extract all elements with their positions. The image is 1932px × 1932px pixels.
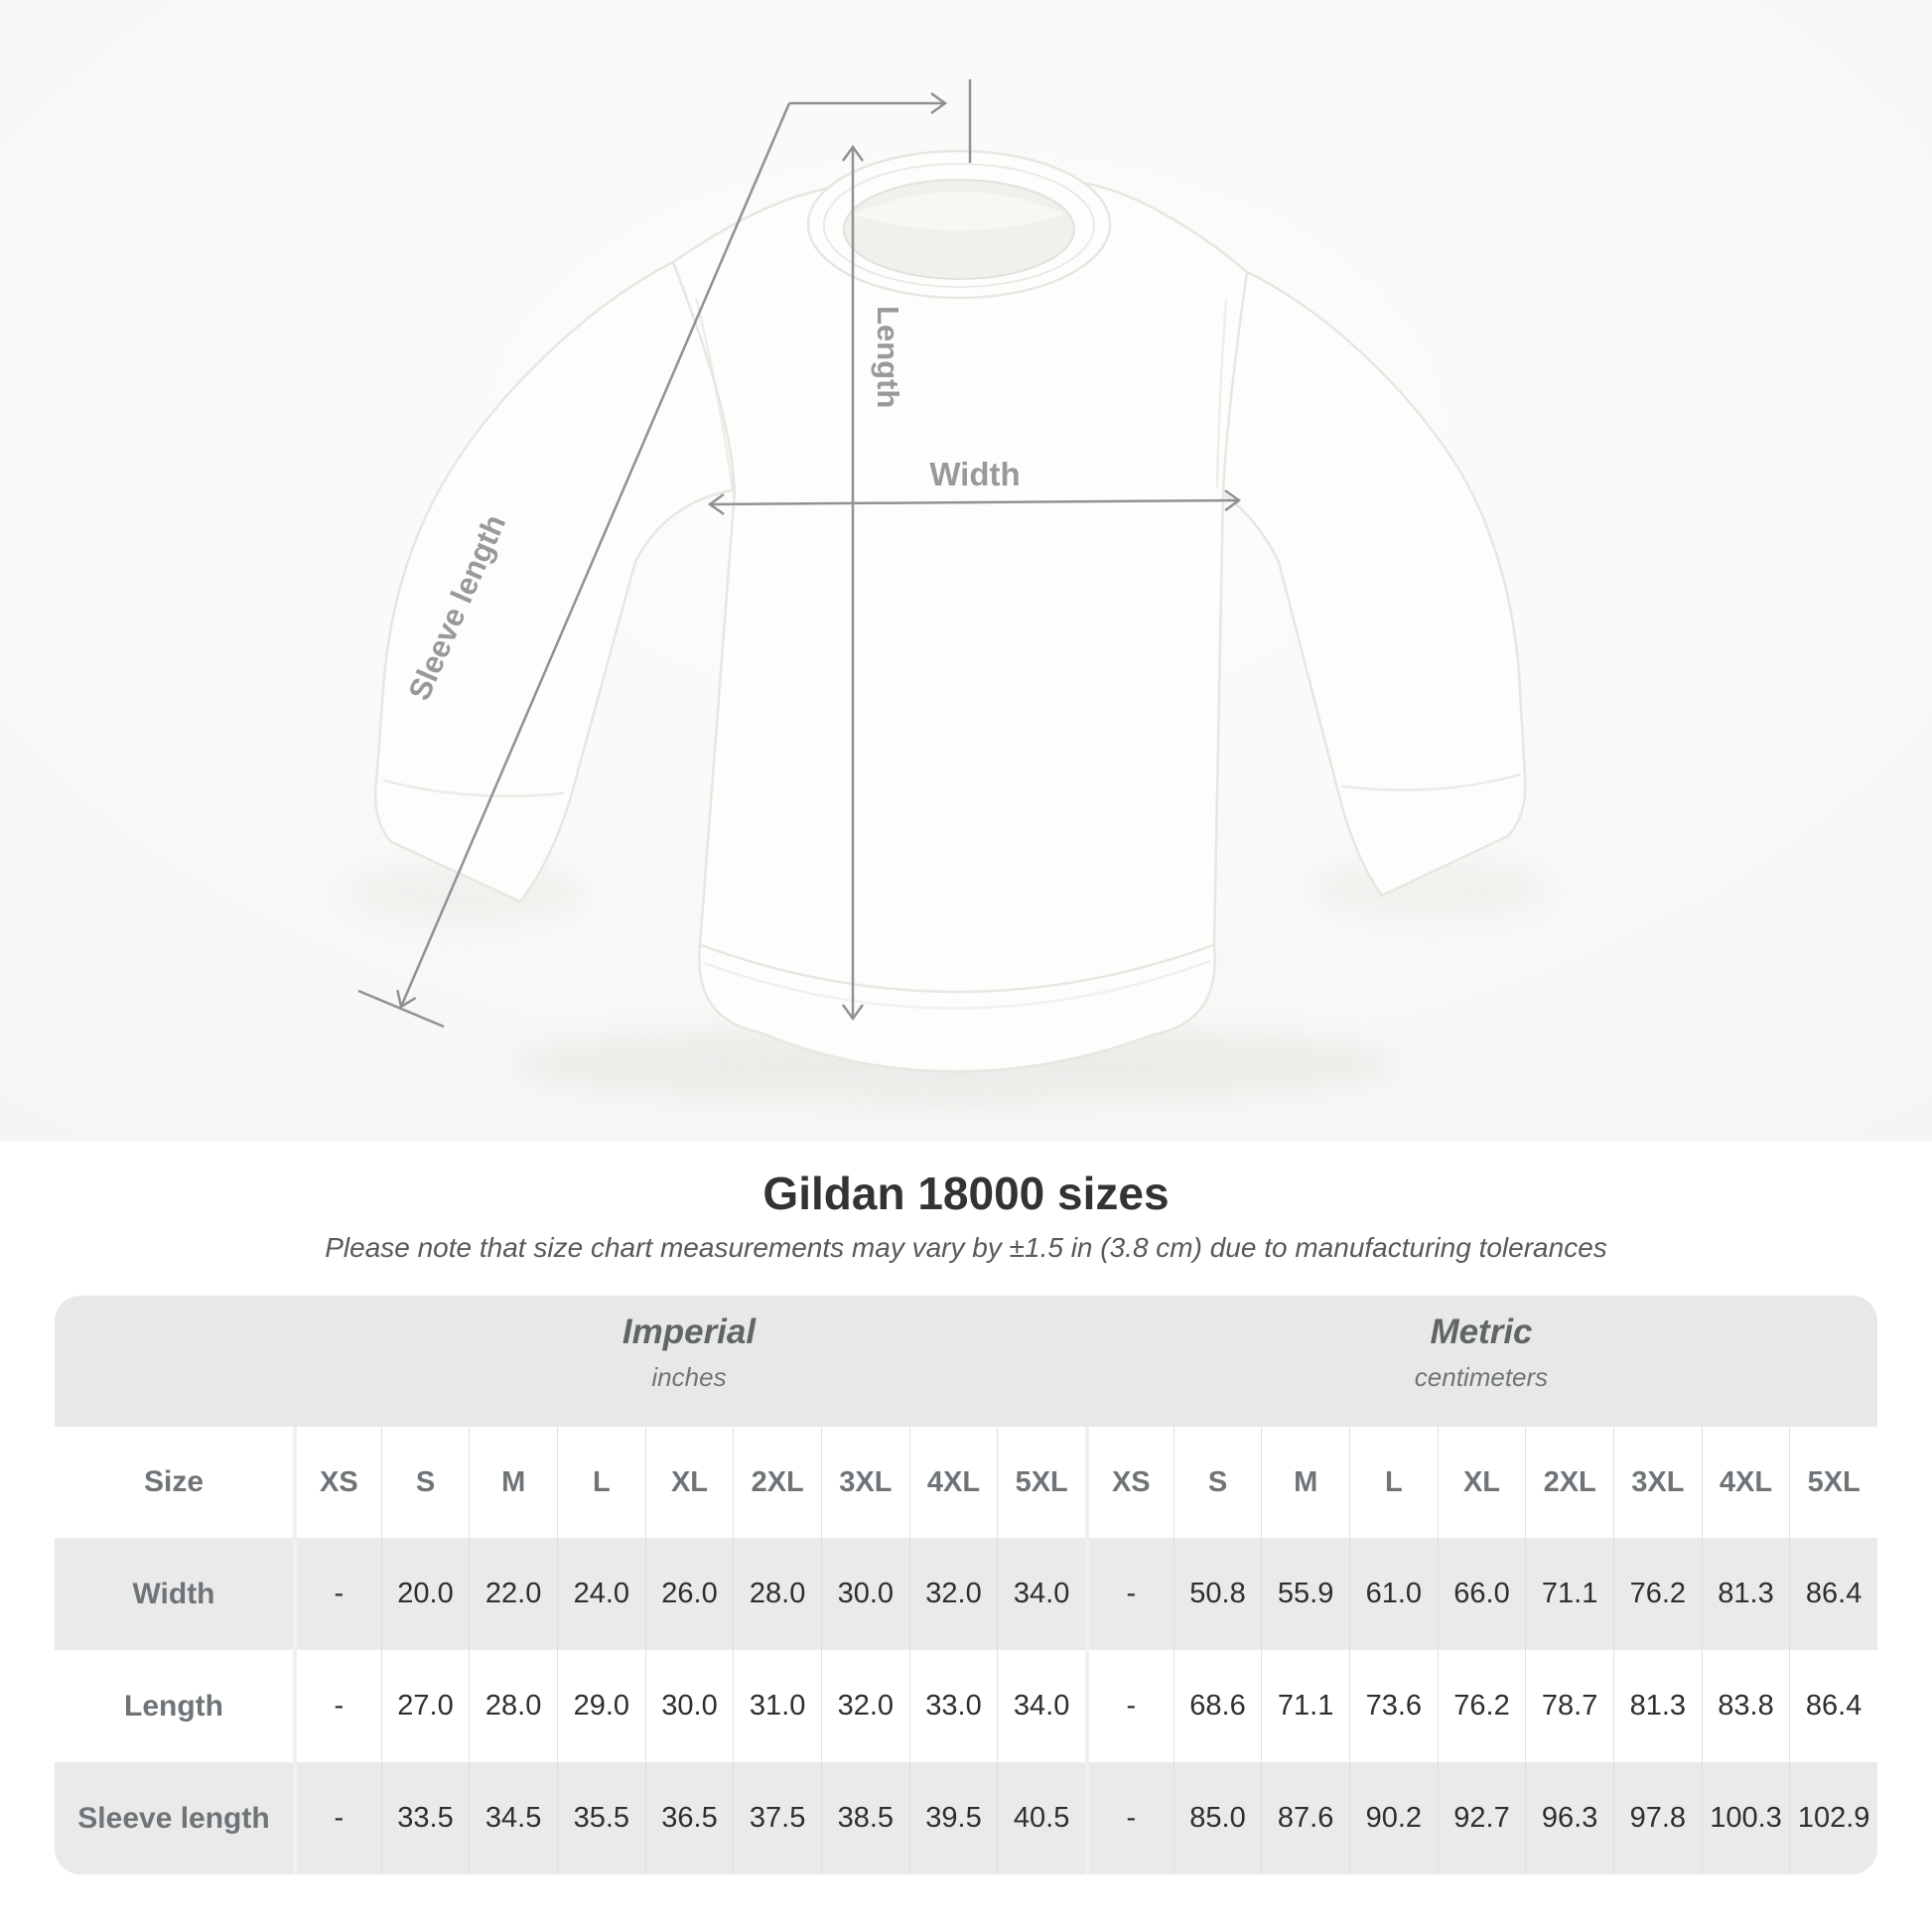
table-cell: 34.0 <box>997 1650 1085 1762</box>
table-cell: 26.0 <box>645 1538 734 1650</box>
table-cell: 83.8 <box>1702 1650 1790 1762</box>
table-cell: - <box>293 1762 381 1874</box>
table-cell: 30.0 <box>821 1538 909 1650</box>
size-header: 4XL <box>1702 1427 1790 1538</box>
width-label: Width <box>929 456 1021 492</box>
table-cell: 97.8 <box>1613 1762 1702 1874</box>
table-cell: 81.3 <box>1702 1538 1790 1650</box>
table-cell: 50.8 <box>1173 1538 1262 1650</box>
table-cell: 102.9 <box>1789 1762 1877 1874</box>
size-header: L <box>557 1427 645 1538</box>
table-cell: 20.0 <box>381 1538 470 1650</box>
table-cell: 76.2 <box>1438 1650 1526 1762</box>
size-header: M <box>1261 1427 1349 1538</box>
table-cell: 68.6 <box>1173 1650 1262 1762</box>
table-cell: 37.5 <box>733 1762 821 1874</box>
table-cell: 90.2 <box>1349 1762 1438 1874</box>
table-cell: 34.0 <box>997 1538 1085 1650</box>
table-cell: 22.0 <box>469 1538 557 1650</box>
table-cell: - <box>1085 1650 1173 1762</box>
table-cell: 28.0 <box>733 1538 821 1650</box>
unit-band-corner <box>55 1296 293 1427</box>
size-header: 2XL <box>733 1427 821 1538</box>
table-cell: 33.5 <box>381 1762 470 1874</box>
size-header: S <box>1173 1427 1262 1538</box>
size-header: XL <box>1438 1427 1526 1538</box>
table-cell: 28.0 <box>469 1650 557 1762</box>
body-panel <box>673 178 1247 1072</box>
table-cell: 66.0 <box>1438 1538 1526 1650</box>
table-cell: - <box>1085 1762 1173 1874</box>
size-header: XS <box>293 1427 381 1538</box>
table-cell: 55.9 <box>1261 1538 1349 1650</box>
size-header: S <box>381 1427 470 1538</box>
unit-title-metric: Metric <box>1430 1311 1533 1351</box>
table-cell: 34.5 <box>469 1762 557 1874</box>
table-cell: 86.4 <box>1789 1538 1877 1650</box>
table-cell: 38.5 <box>821 1762 909 1874</box>
length-label: Length <box>871 306 905 409</box>
unit-header-metric <box>1085 1296 1877 1427</box>
size-table <box>55 1296 1877 1874</box>
unit-sublabel-metric: centimeters <box>1414 1361 1549 1392</box>
size-header: XS <box>1085 1427 1173 1538</box>
table-cell: 36.5 <box>645 1762 734 1874</box>
table-cell: - <box>1085 1538 1173 1650</box>
unit-title-imperial: Imperial <box>621 1311 757 1351</box>
size-header: 2XL <box>1525 1427 1613 1538</box>
row-label: Sleeve length <box>55 1762 293 1874</box>
page-title: Gildan 18000 sizes <box>762 1168 1170 1219</box>
table-cell: 73.6 <box>1349 1650 1438 1762</box>
size-header: XL <box>645 1427 734 1538</box>
sleeve-length-label: Sleeve length <box>401 509 513 706</box>
table-cell: 87.6 <box>1261 1762 1349 1874</box>
table-cell: 39.5 <box>909 1762 998 1874</box>
table-cell: - <box>293 1538 381 1650</box>
size-header: 4XL <box>909 1427 998 1538</box>
table-cell: 29.0 <box>557 1650 645 1762</box>
table-cell: - <box>293 1650 381 1762</box>
size-header: 5XL <box>1789 1427 1877 1538</box>
row-label: Length <box>124 1689 223 1723</box>
table-cell: 35.5 <box>557 1762 645 1874</box>
table-cell: 81.3 <box>1613 1650 1702 1762</box>
row-label: Width <box>55 1538 293 1650</box>
table-cell: 61.0 <box>1349 1538 1438 1650</box>
table-cell: 100.3 <box>1702 1762 1790 1874</box>
table-cell: 76.2 <box>1613 1538 1702 1650</box>
table-cell: 40.5 <box>997 1762 1085 1874</box>
table-cell: 30.0 <box>645 1650 734 1762</box>
table-cell: 32.0 <box>909 1538 998 1650</box>
table-cell: 32.0 <box>821 1650 909 1762</box>
table-cell: 92.7 <box>1438 1762 1526 1874</box>
size-header: L <box>1349 1427 1438 1538</box>
size-header: M <box>469 1427 557 1538</box>
table-cell: 96.3 <box>1525 1762 1613 1874</box>
table-cell: 86.4 <box>1789 1650 1877 1762</box>
tolerance-note: Please note that size chart measurements may vary by ±1.5 in (3.8 cm) due to manufacturing tolerances <box>325 1231 1607 1263</box>
unit-header-imperial <box>293 1296 1085 1427</box>
table-cell: 31.0 <box>733 1650 821 1762</box>
table-cell: 85.0 <box>1173 1762 1262 1874</box>
table-cell: 71.1 <box>1525 1538 1613 1650</box>
size-table-wrap <box>55 1296 1877 1874</box>
size-corner-header: Size <box>143 1465 205 1499</box>
unit-sublabel-imperial: inches <box>651 1361 727 1392</box>
table-cell: 27.0 <box>381 1650 470 1762</box>
table-cell: 33.0 <box>909 1650 998 1762</box>
table-cell: 78.7 <box>1525 1650 1613 1762</box>
table-cell: 24.0 <box>557 1538 645 1650</box>
size-header: 3XL <box>821 1427 909 1538</box>
size-header: 3XL <box>1613 1427 1702 1538</box>
size-header: 5XL <box>997 1427 1085 1538</box>
table-cell: 71.1 <box>1261 1650 1349 1762</box>
